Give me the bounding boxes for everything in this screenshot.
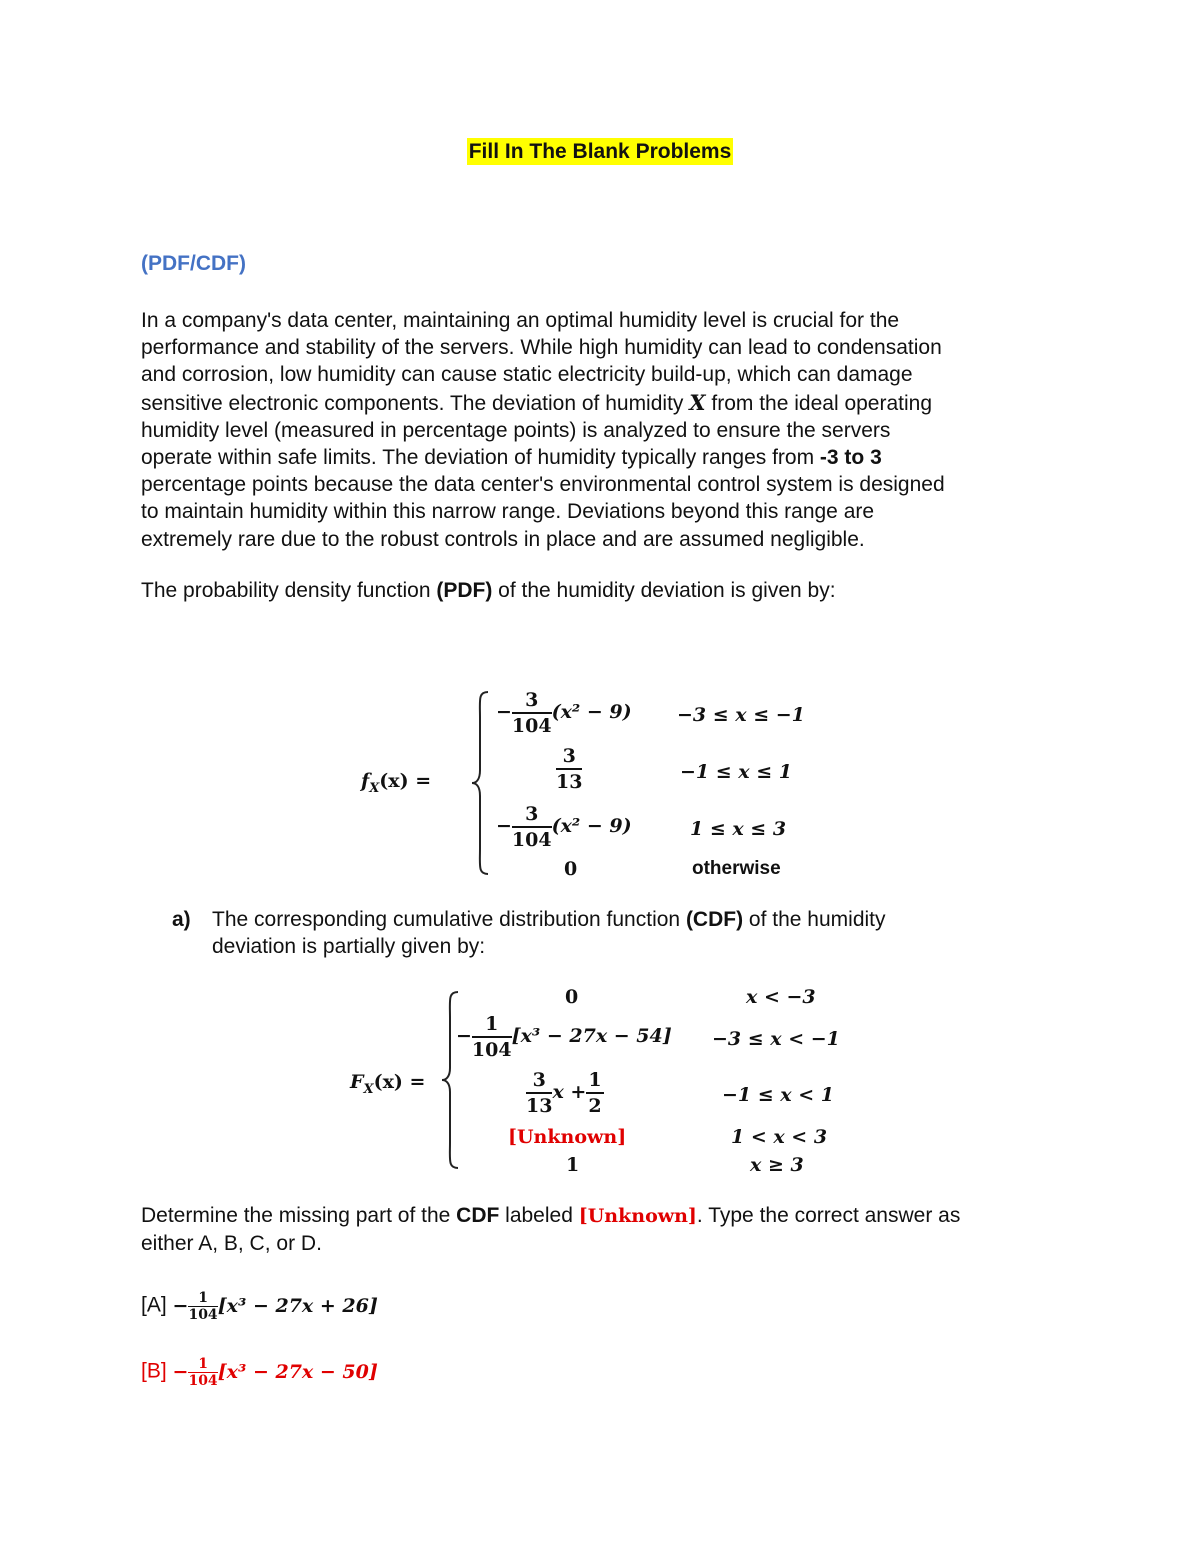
minus-sign: − [496,701,512,723]
intro-line: In a company's data center, maintaining an optimal humidity level is crucial for the [141,309,900,332]
pdf-label: (PDF) [436,579,493,602]
determine-paragraph [141,1202,960,1258]
intro-line: and corrosion, low humidity can cause static electricity build-up, which can damage [141,363,913,387]
question-text [212,906,886,933]
pdf-intro-text: of the humidity deviation is given by: [492,579,836,602]
question-label: a) [172,908,191,931]
intro-text: operate within safe limits. The deviation of humidity typically ranges from [141,446,820,470]
pdf-row-3 [496,802,632,852]
pdf-sub: X [369,780,380,796]
cdf-cond-5: x ≥ 3 [750,1154,804,1176]
option-expression [172,1356,378,1389]
numerator: 1 [188,1290,217,1307]
numerator: 3 [556,744,582,770]
denominator: 104 [511,715,552,737]
pdf-intro-text: The probability density function [141,579,437,602]
minus-sign: − [496,815,512,837]
cdf-unknown: [Unknown] [508,1126,627,1148]
pdf-cond-3: 1 ≤ x ≤ 3 [690,818,787,840]
fraction [526,1068,552,1118]
expression: [x³ − 27x − 54] [511,1025,672,1047]
intro-text: sensitive electronic components. The deviation of humidity [141,391,690,415]
intro-paragraph [141,307,1061,553]
denominator: 104 [511,829,552,851]
pdf-brace [470,688,492,878]
range-text: -3 to 3 [819,446,882,470]
numerator: 3 [526,1068,552,1094]
intro-text: from the ideal operating [705,391,933,415]
cdf-cond-4: 1 < x < 3 [731,1126,828,1148]
pdf-intro [141,579,836,603]
denominator: 13 [526,1095,553,1117]
cdf-label: CDF [456,1204,500,1227]
option-label: [B] [141,1359,167,1383]
numerator: 1 [188,1356,217,1373]
intro-line: humidity level (measured in percentage points) is analyzed to ensure the servers [141,418,891,442]
numerator: 3 [512,802,552,828]
minus-sign: − [172,1360,189,1383]
denominator: 104 [188,1307,218,1323]
question-text-part: The corresponding cumulative distribution function [212,908,686,931]
determine-text: Determine the missing part of the [141,1204,457,1227]
question-text-line2: deviation is partially given by: [212,935,486,958]
fraction [188,1356,217,1389]
option-label: [A] [141,1293,167,1317]
variable-x: X [689,389,706,415]
pdf-row-2 [556,744,582,794]
numerator: 1 [472,1012,512,1038]
pdf-row-1 [496,688,632,738]
fraction [188,1290,217,1323]
expression: [x³ − 27x + 26] [217,1294,378,1317]
section-heading: (PDF/CDF) [141,252,246,275]
expression: (x² − 9) [551,701,632,723]
fraction [556,744,582,794]
intro-line: performance and stability of the servers. While high humidity can lead to condensation [141,336,942,360]
determine-line-1 [141,1202,960,1230]
pdf-row-4: 0 [564,858,578,880]
pdf-cond-1: −3 ≤ x ≤ −1 [677,704,805,726]
question-text-part: of the humidity [743,908,886,931]
denominator: 104 [471,1039,512,1061]
pdf-lhs [361,770,431,796]
numerator: 3 [512,688,552,714]
expression: (x² − 9) [551,815,632,837]
minus-sign: − [172,1294,189,1317]
denominator: 2 [588,1095,602,1117]
intro-line [141,389,1061,417]
cdf-row-2 [456,1012,672,1062]
numerator: 1 [586,1068,603,1094]
expression: [x³ − 27x − 50] [217,1360,378,1383]
cdf-cond-1: x < −3 [746,986,816,1008]
denominator: 13 [556,771,583,793]
determine-text: labeled [499,1204,579,1227]
expression: x + [552,1081,587,1103]
option-expression [172,1290,378,1323]
page-title [0,140,1200,164]
intro-line: to maintain humidity within this narrow range. Deviations beyond this range are [141,500,875,524]
pdf-cond-2: −1 ≤ x ≤ 1 [680,761,792,783]
cdf-sub: X [363,1081,374,1097]
cdf-label: (CDF) [685,908,744,931]
pdf-arg: (x) = [379,770,432,792]
minus-sign: − [456,1025,472,1047]
fraction [512,688,552,738]
denominator: 104 [188,1373,218,1389]
fraction [586,1068,603,1118]
cdf-row-1: 0 [565,986,579,1008]
cdf-arg: (x) = [373,1071,426,1093]
cdf-cond-3: −1 ≤ x < 1 [722,1084,834,1106]
cdf-brace [440,988,462,1172]
pdf-func: f [361,770,370,792]
intro-line [141,444,1061,471]
cdf-cond-2: −3 ≤ x < −1 [712,1028,840,1050]
fraction [512,802,552,852]
determine-line-2: either A, B, C, or D. [141,1232,322,1255]
cdf-lhs [350,1071,425,1097]
cdf-func: F [350,1071,364,1093]
fraction [472,1012,512,1062]
intro-line: extremely rare due to the robust controls in place and are assumed negligible. [141,527,865,551]
option-b [141,1356,378,1389]
title-text: Fill In The Blank Problems [468,140,732,163]
unknown-label: [Unknown] [578,1205,697,1227]
pdf-cond-4: otherwise [692,858,781,879]
option-a [141,1290,378,1323]
intro-line: percentage points because the data center's environmental control system is designed [141,473,945,497]
determine-text: . Type the correct answer as [696,1204,961,1227]
cdf-row-3 [526,1068,604,1118]
cdf-row-5: 1 [566,1154,580,1176]
